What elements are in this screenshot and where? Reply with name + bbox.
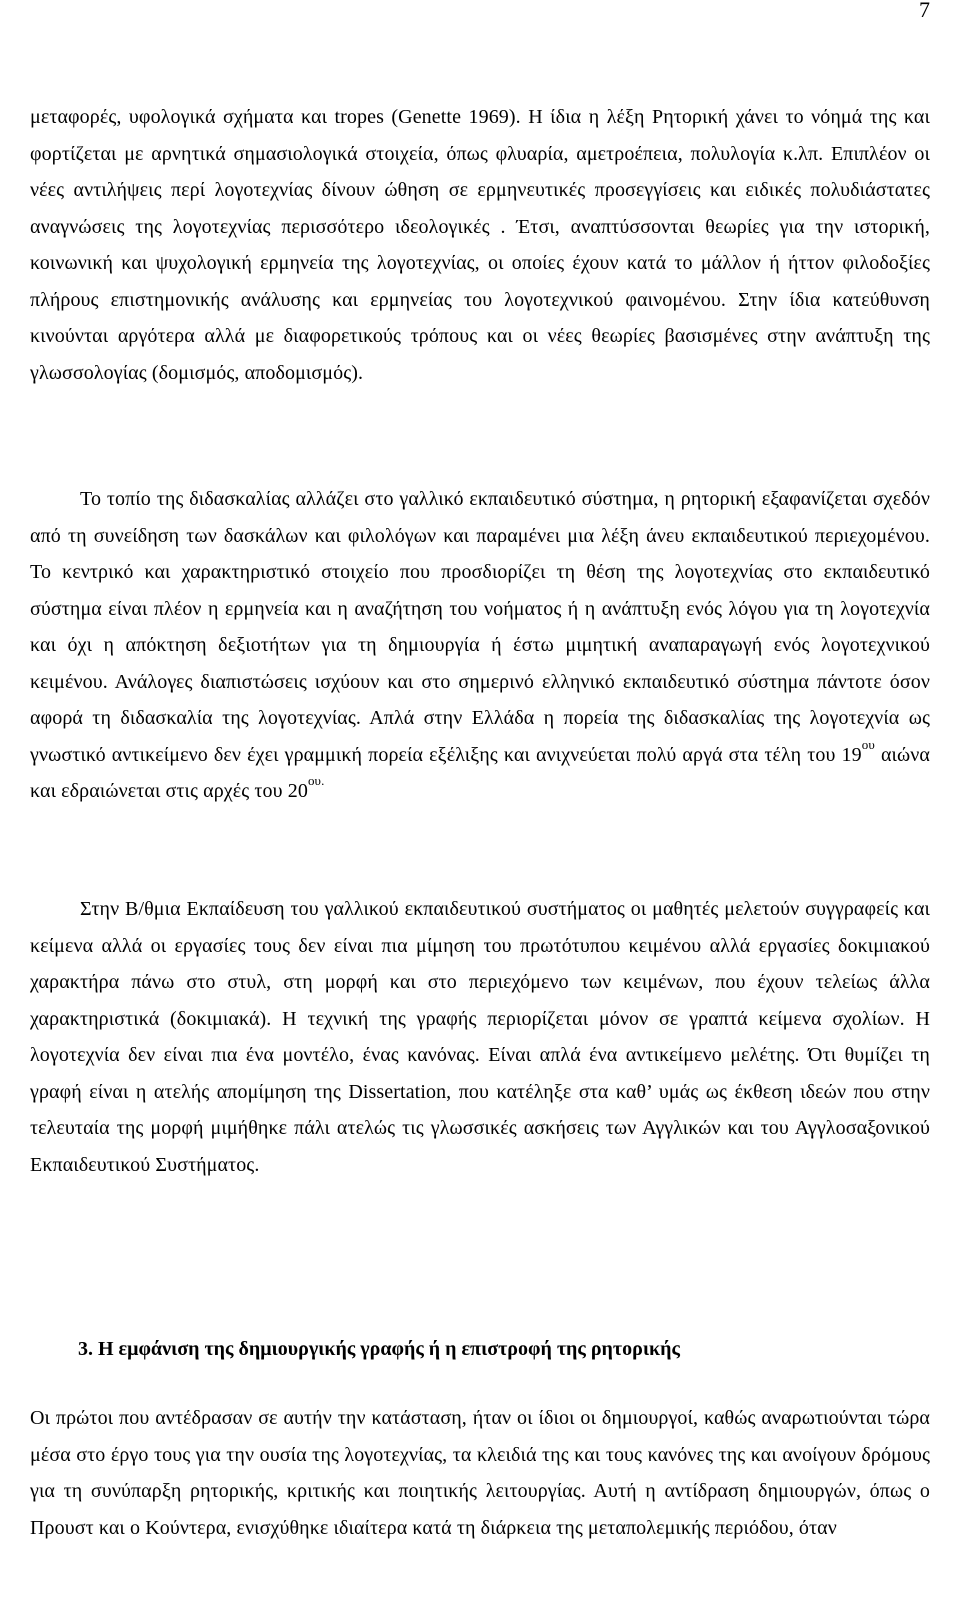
paragraph-2-mid: αιώνα και εδραιώνεται στις αρχές του 20 xyxy=(30,743,930,802)
paragraph-1-text: μεταφορές, υφολογικά σχήματα και tropes (Genette 1969). Η ίδια η λέξη Ρητορική χάνει το νόημά της και φορτίζεται με αρνητικά σημασιολογικά στοιχεία, όπως φλυαρία, αμετροέπεια, πολυλογία κ.λπ. Επιπλέον οι νέες αντιλήψεις περί λογοτεχνίας δίνουν ώθηση σε ερμηνευτικές προσεγγίσεις και ειδικές πολυδιάστατες αναγνώσεις της λογοτεχνίας περισσότερο ιδεολογικές . Έτσι, αναπτύσσονται θεωρίες για την ιστορική, κοινωνική και ψυχολογική ερμηνεία της λογοτεχνίας, οι οποίες έχουν κατά το μάλλον ή ήττον φιλοδοξίες πλήρους επιστημονικής ανάλυσης και ερμηνείας του λογοτεχνικού φαινομένου. Στην ίδια κατεύθυνση κινούνται αργότερα αλλά με διαφορετικούς τρόπους και οι νέες θεωρίες βασισμένες στην ανάπτυξη της γλωσσολογίας (δομισμός, αποδομισμός). xyxy=(30,106,930,384)
paragraph-1 xyxy=(30,99,930,391)
page-number: 7 xyxy=(919,0,930,22)
paragraph-2-main: Το τοπίο της διδασκαλίας αλλάζει στο γαλλικό εκπαιδευτικό σύστημα, η ρητορική εξαφανίζεται σχεδόν από τη συνείδηση των δασκάλων και φιλολόγων και παραμένει μια λέξη άνευ εκπαιδευτικού περιεχομένου. Το κεντρικό και χαρακτηριστικό στοιχείο που προσδιορίζει τη θέση της λογοτεχνίας στο εκπαιδευτικό σύστημα είναι πλέον η ερμηνεία και η αναζήτηση του νοήματος ή η ανάπτυξη ενός λόγου για τη λογοτεχνία και όχι η απόκτηση δεξιοτήτων για τη δημιουργία ή έστω μιμητική αναπαραγωγή ενός λογοτεχνικού κειμένου. Ανάλογες διαπιστώσεις ισχύουν και στο σημερινό ελληνικό εκπαιδευτικό σύστημα πάντοτε όσον αφορά τη διδασκαλία της λογοτεχνίας. Απλά στην Ελλάδα η πορεία της διδασκαλίας της λογοτεχνία ως γνωστικό αντικείμενο δεν έχει γραμμική πορεία εξέλιξης και ανιχνεύεται πολύ αργά στα τέλη του 19 xyxy=(30,488,930,766)
superscript-ordinal-19: ου xyxy=(861,736,875,752)
paragraph-4-text: Οι πρώτοι που αντέδρασαν σε αυτήν την κατάσταση, ήταν οι ίδιοι οι δημιουργοί, καθώς αναρωτιούνται τώρα μέσα στο έργο τους για την ουσία της λογοτεχνίας, τα κλειδιά της και τους κανόνες της και ανοίγουν δρόμους για τη συνύπαρξη ρητορικής, κριτικής και ποιητικής λειτουργίας. Αυτή η αντίδραση δημιουργών, όπως ο Προυστ και ο Κούντερα, ενισχύθηκε ιδιαίτερα κατά τη διάρκεια της μεταπολεμικής περιόδου, όταν xyxy=(30,1407,930,1539)
paragraph-2 xyxy=(30,481,930,810)
paragraph-3 xyxy=(30,891,930,1183)
paragraph-2-text xyxy=(30,481,930,810)
paragraph-4 xyxy=(30,1400,930,1546)
superscript-ordinal-20: ου. xyxy=(307,773,325,789)
paragraph-3-text: Στην Β/θμια Εκπαίδευση του γαλλικού εκπαιδευτικού συστήματος οι μαθητές μελετούν συγγραφείς και κείμενα αλλά οι εργασίες τους δεν είναι πια μίμηση του πρωτότυπου κειμένου αλλά εργασίες δοκιμιακού χαρακτήρα πάνω στο στυλ, στη μορφή και στο περιεχόμενο των κειμένων, που έχουν τελείως άλλα χαρακτηριστικά (δοκιμιακά). Η τεχνική της γραφής περιορίζεται μόνον σε γραπτά κείμενα σχολίων. Η λογοτεχνία δεν είναι πια ένα μοντέλο, ένας κανόνας. Είναι απλά ένα αντικείμενο μελέτης. Ότι θυμίζει τη γραφή είναι η ατελής απομίμηση της Dissertation, που κατέληξε στα καθ’ υμάς ως έκθεση ιδεών που στην τελευταία της μορφή μιμήθηκε πάλι ατελώς τις γλωσσικές ασκήσεις των Αγγλικών και του Αγγλοσαξονικού Εκπαιδευτικού Συστήματος. xyxy=(30,898,930,1176)
section-heading: 3. Η εμφάνιση της δημιουργικής γραφής ή η επιστροφή της ρητορικής xyxy=(78,1338,680,1360)
